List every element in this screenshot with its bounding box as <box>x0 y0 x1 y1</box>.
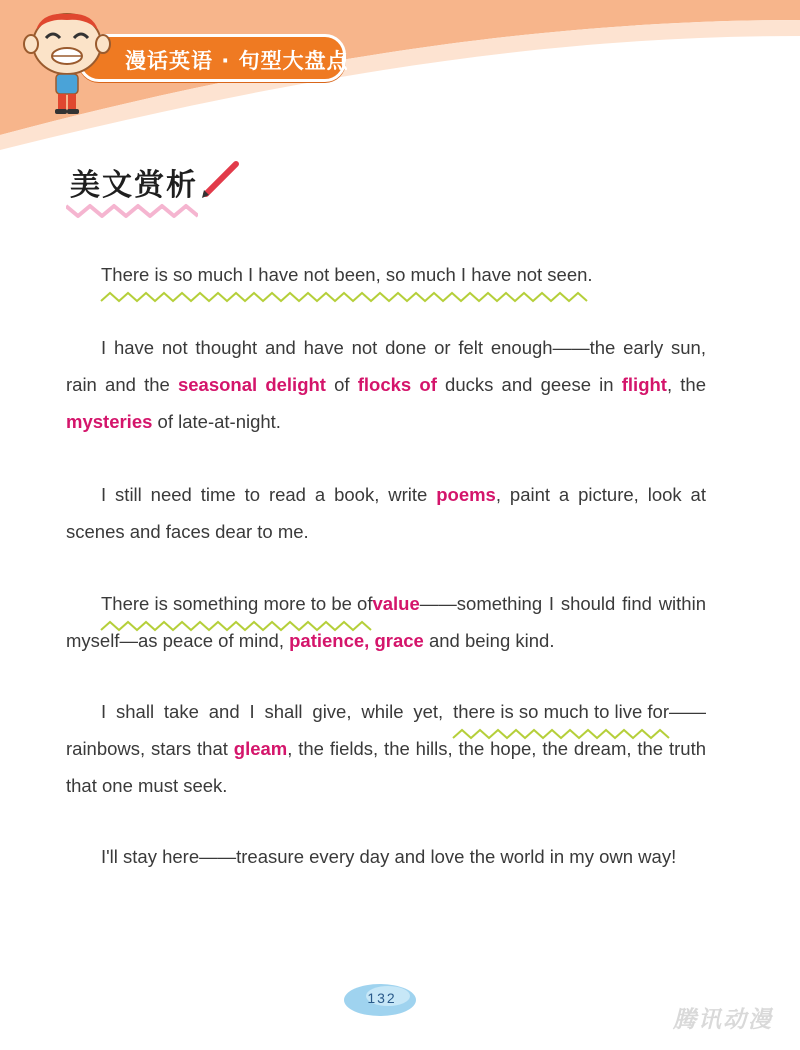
mascot-character-icon <box>22 8 112 118</box>
watermark <box>660 1003 786 1037</box>
paragraph-3 <box>66 476 706 550</box>
watermark-text: 腾讯动漫 <box>673 1007 773 1033</box>
wavy-underline <box>101 291 593 303</box>
text-segment: ducks and geese in <box>436 374 622 395</box>
text-segment: , paint a picture, look at scenes and faces dear to me. <box>66 484 706 542</box>
paragraph-4 <box>66 585 706 659</box>
text-segment: and being kind. <box>423 630 555 651</box>
text-segment: of late-at-night. <box>152 411 281 432</box>
banner-title: 漫话英语 · 句型大盘点 <box>125 49 349 73</box>
paragraph-6 <box>66 838 706 875</box>
highlighted-phrase: flight <box>621 374 667 395</box>
highlighted-phrase: gleam <box>233 738 288 759</box>
highlighted-phrase: flocks of <box>357 374 437 395</box>
section-title: 美文赏析 <box>70 168 198 203</box>
paragraph-2 <box>66 329 706 440</box>
title-underline-wave <box>66 200 198 220</box>
highlighted-phrase: mysteries <box>66 411 153 432</box>
highlighted-phrase: value <box>372 593 420 614</box>
text-segment: of <box>325 374 358 395</box>
highlighted-phrase: poems <box>436 484 496 505</box>
wavy-underline <box>453 728 669 740</box>
text-segment: ——rainbows, stars that <box>66 701 706 759</box>
text-segment: , the <box>666 374 706 395</box>
wavy-underline <box>101 620 372 632</box>
paragraph-1 <box>66 256 706 293</box>
paragraph-5 <box>66 693 706 804</box>
text-segment: I shall take and I shall give, while yet, <box>101 701 454 722</box>
header-banner <box>78 34 349 82</box>
highlighted-phrase: patience, grace <box>289 630 424 651</box>
pencil-icon <box>198 160 244 200</box>
page-number: 132 <box>367 990 397 1006</box>
underlined-phrase: there is so much to live for <box>453 693 669 730</box>
text-segment: , the fields, the hills, the hope, the dream, the truth that one must seek. <box>66 738 706 796</box>
text-segment: I'll stay here——treasure every day and love the world in my own way! <box>101 846 677 867</box>
highlighted-phrase: seasonal delight <box>177 374 326 395</box>
text-segment: I still need time to read a book, write <box>101 484 437 505</box>
underlined-phrase: There is something more to be of <box>101 585 372 622</box>
text-segment: I have not thought and have not done or felt enough——the early sun, rain and the <box>66 337 706 395</box>
underlined-phrase: There is so much I have not been, so much I have not seen. <box>101 256 593 293</box>
text-segment: ——something I should find within myself—as peace of mind, <box>66 593 706 651</box>
